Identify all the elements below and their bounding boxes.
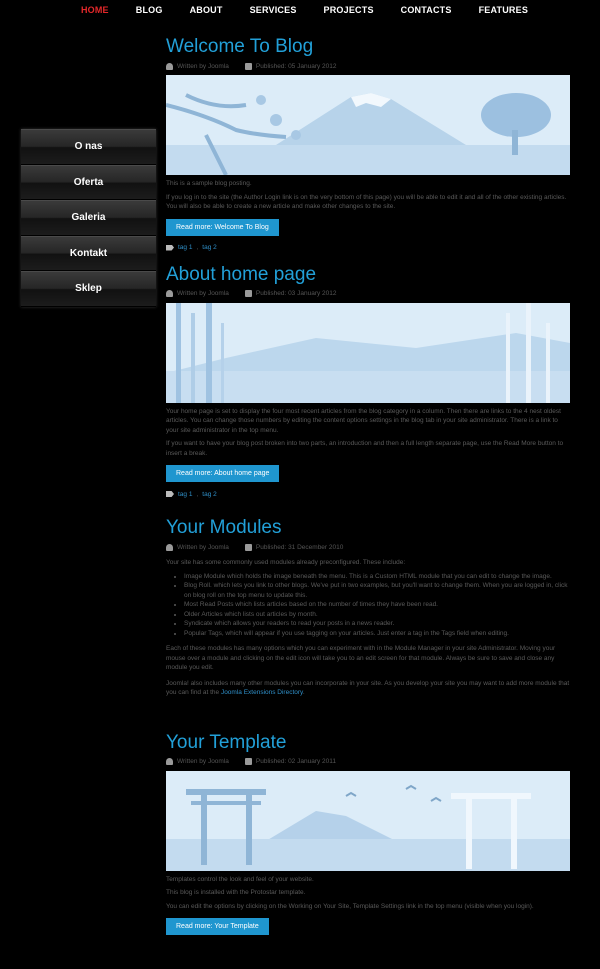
article-author: Written by Joomla — [177, 290, 229, 297]
tag-link[interactable]: tag 2 — [202, 244, 217, 251]
top-navigation — [0, 0, 600, 22]
read-more-button[interactable]: Read more: Welcome To Blog — [166, 219, 279, 236]
article-tags: tag 1 , tag 2 — [166, 489, 570, 499]
article-your-modules — [166, 517, 570, 698]
article-paragraph: Each of these modules has many options which you can experiment with in the Module Manager in your site Administrator. Moving your mouse over a module and clicking on the edit icon will take you to an edit screen for that module. Always be sure to save and close any module you edit. — [166, 645, 556, 671]
list-item: • Image Module which holds the image beneath the menu. This is a Custom HTML module that you can edit to change the image. — [184, 572, 570, 582]
article-paragraph: This blog is installed with the Protostar template. — [166, 889, 306, 896]
article-paragraph: If you log in to the site (the Author Login link is on the very bottom of this page) you will be able to edit it and all of the other existing articles. You will also be able to create a new article and make other changes to the site. — [166, 193, 567, 210]
calendar-icon — [245, 63, 252, 70]
tag-link[interactable]: tag 1 — [178, 490, 193, 498]
main-content — [166, 36, 570, 935]
nav-projects[interactable]: PROJECTS — [323, 5, 374, 15]
article-paragraph: If you want to have your blog post broken into two parts, an introduction and then a full length separate page, use the Read More button to insert a break. — [166, 440, 564, 457]
user-icon — [166, 290, 173, 297]
article-meta — [166, 757, 570, 767]
article-your-template — [166, 732, 570, 936]
article-published: Published: 05 January 2012 — [255, 62, 337, 70]
tag-icon — [166, 491, 174, 497]
article-welcome — [166, 36, 570, 253]
bamboo-landscape-image — [166, 303, 570, 403]
article-meta — [166, 542, 570, 552]
article-published: Published: 03 January 2012 — [255, 290, 337, 297]
article-paragraph: Templates control the look and feel of your website. — [166, 875, 314, 883]
calendar-icon — [245, 544, 252, 551]
article-paragraph: You can edit the options by clicking on the Working on Your Site, Template Settings link in the top menu (visible when you login). — [166, 902, 534, 910]
article-author: Written by Joomla — [177, 543, 229, 551]
tag-link[interactable]: tag 2 — [202, 490, 217, 498]
user-icon — [166, 758, 173, 765]
nav-home[interactable]: HOME — [80, 5, 109, 15]
nav-contacts[interactable]: CONTACTS — [400, 5, 452, 15]
article-published: Published: 02 January 2011 — [255, 758, 337, 765]
side-menu — [21, 129, 156, 307]
user-icon — [166, 63, 173, 70]
article-title[interactable]: Your Modules — [166, 517, 282, 538]
torii-gate-landscape-image — [166, 771, 570, 871]
article-tags: tag 1 , tag 2 — [166, 243, 570, 253]
sidebar-item-galeria[interactable]: Galeria — [21, 200, 156, 236]
nav-services[interactable]: SERVICES — [249, 5, 297, 15]
list-item: • Popular Tags, which will appear if you use tagging on your articles. Just enter a tag in the Tags field when editing. — [184, 629, 570, 639]
article-paragraph: Your site has some commonly used modules already preconfigured. These include: — [166, 559, 406, 566]
article-about-home — [166, 264, 570, 500]
list-item: • Syndicate which allows your readers to read your posts in a news reader. — [184, 619, 570, 629]
article-meta — [166, 289, 570, 299]
read-more-button[interactable]: Read more: About home page — [166, 465, 279, 482]
blossom-tree-mountain-image — [166, 75, 570, 175]
article-title[interactable]: Welcome To Blog — [166, 36, 314, 57]
sidebar-item-kontakt[interactable]: Kontakt — [21, 236, 156, 272]
read-more-button[interactable]: Read more: Your Template — [166, 918, 269, 935]
article-paragraph: Your home page is set to display the four most recent articles from the blog category in a column. Then there are links to the 4 nest oldest articles. You can change those numbers by editing the content options settings in the blog tab in your site administrator. There is a link to your site administrator in the top menu. — [166, 407, 561, 434]
calendar-icon — [245, 290, 252, 297]
article-author: Written by Joomla — [177, 758, 229, 765]
article-title[interactable]: About home page — [166, 263, 317, 285]
tag-link[interactable]: tag 1 — [178, 244, 193, 251]
calendar-icon — [245, 758, 252, 765]
list-item: • Older Articles which lists out articles by month. — [184, 610, 570, 620]
article-meta — [166, 61, 570, 71]
tag-icon — [166, 245, 174, 251]
user-icon — [166, 544, 173, 551]
article-title[interactable]: Your Template — [166, 731, 287, 753]
modules-list — [184, 572, 570, 639]
article-paragraph: Joomla! also includes many other modules you can incorporate in your site. As you develop your site you may want to add more module that you can find at the Joomla Extensions Directory. — [166, 679, 570, 696]
nav-about[interactable]: ABOUT — [189, 5, 223, 15]
article-paragraph: This is a sample blog posting. — [166, 180, 252, 187]
extensions-directory-link[interactable]: Joomla Extensions Directory — [220, 689, 303, 696]
article-published: Published: 31 December 2010 — [255, 543, 344, 551]
nav-features[interactable]: FEATURES — [478, 5, 529, 15]
article-author: Written by Joomla — [177, 62, 229, 70]
list-item: • Blog Roll. which lets you link to other blogs. We've put in two examples, but you'll want to change them. When you are logged in, click on blog roll on the top menu to update this. — [184, 581, 570, 600]
nav-blog[interactable]: BLOG — [135, 5, 163, 15]
sidebar-item-oferta[interactable]: Oferta — [21, 165, 156, 201]
sidebar-item-sklep[interactable]: Sklep — [21, 271, 156, 307]
sidebar-item-o-nas[interactable]: O nas — [21, 129, 156, 165]
list-item: • Most Read Posts which lists articles based on the number of times they have been read. — [184, 600, 570, 610]
